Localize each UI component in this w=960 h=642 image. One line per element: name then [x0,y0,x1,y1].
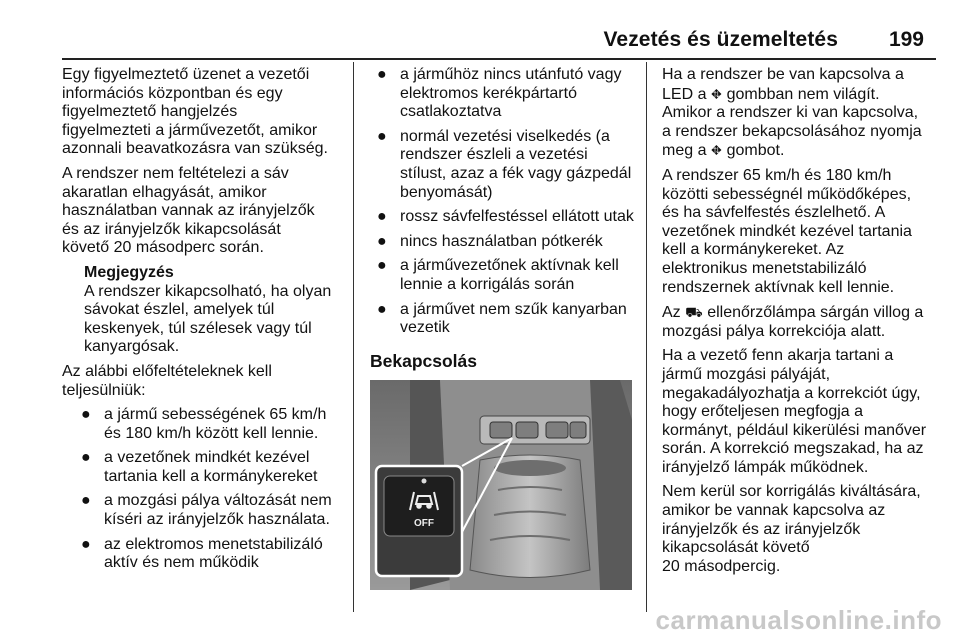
list-item: ● normál vezetési viselkedés (a rendszer észleli a vezetési stílust, azaz a fék vagy gázpedál benyomását) [377,127,632,201]
list-item: ● a járműhöz nincs utánfutó vagy elektromos kerékpártartó csatlakoztatva [377,66,622,121]
center-console-illustration [370,380,632,590]
list-item: ● a járművet nem szűk kanyarban vezetik [377,300,627,337]
list-item: ● rossz sávfelfestéssel ellátott utak [377,208,634,226]
watermark: carmanualsonline.info [655,605,942,635]
list-item: ● a vezetőnek mindkét kezével tartania kell a kormánykereket [81,449,318,485]
bullet-icon: ● [81,406,91,424]
page-number: 199 [888,28,924,51]
column-divider-2 [646,62,647,612]
bullet-list [370,66,644,338]
bullet-icon: ● [377,300,387,318]
lane-keep-button-icon: ⛖ [710,142,723,159]
list-item: ● a jármű sebességének 65 km/h és 180 km/h között kell lennie. [81,406,327,442]
list-item: ● az elektromos menetstabilizáló aktív és nem működik [81,535,323,572]
paragraph: Az ⛟ ellenőrzőlámpa sárgán villog a mozgási pálya korrekciója alatt. [662,304,924,340]
paragraph: Ha a rendszer be van kapcsolva a LED a ⛖ gombban nem világít. Amikor a rendszer ki van kapcsolva, a rendszer bekapcsolásához nyomja meg a ⛖ gombot. [662,66,922,160]
bullet-list [68,406,360,573]
bullet-icon: ● [81,449,91,467]
section-title: Vezetés és üzemeltetés [603,28,838,51]
note-body: A rendszer kikapcsolható, ha olyan sávokat észlel, amelyek túl keskenyek, túl szélesek vagy túl kanyargósak. [84,282,332,356]
header-rule [62,58,936,60]
list-item: ● a mozgási pálya változását nem kíséri az irányjelzők használata. [81,492,332,529]
column-3 [662,66,942,582]
list-item: ● nincs használatban pótkerék [377,232,603,250]
bullet-icon: ● [377,208,387,226]
off-label: OFF [414,518,434,530]
section-heading: Bekapcsolás [370,350,478,371]
column-1 [62,66,360,579]
note-title: Megjegyzés [84,263,174,281]
paragraph: Egy figyelmeztető üzenet a vezetői információs központban és egy figyelmeztető hangjelzés figyelmezteti a járművezetőt, amikor azonnali beavatkozásra van szükség. [62,66,328,158]
column-2 [370,66,644,596]
paragraph: Ha a vezető fenn akarja tartani a jármű mozgási pályáját, megakadályozhatja a korrekciót úgy, hogy erőteljesen megfogja a kormányt, például kikerülési manőver során. A korrekció megszakad, ha az irányjelző lámpák működnek. [662,347,927,476]
bullet-icon: ● [81,535,91,553]
paragraph: A rendszer 65 km/h és 180 km/h közötti sebességnél működőképes, és ha sávfelfestés észlelhető. A vezetőnek mindkét kezével tartania kell a kormánykereket. Az elektronikus menetstabilizáló rendszernek aktívnak kell lennie. [662,166,912,296]
note-box [84,264,360,357]
bullet-icon: ● [377,66,387,83]
lane-keep-button-icon: ⛖ [710,85,723,102]
bullet-icon: ● [377,257,387,275]
paragraph: Nem kerül sor korrigálás kiváltására, amikor be vannak kapcsolva az irányjelzők és az irányjelzők kikapcsolását követő 20 másodpercig. [662,483,921,575]
list-item: ● a járművezetőnek aktívnak kell lennie a korrigálás során [377,257,619,293]
paragraph: A rendszer nem feltételezi a sáv akaratlan elhagyását, amikor használatban vannak az irányjelzők és az irányjelzők kikapcsolását követő 20 másodperc során. [62,164,315,257]
bullet-icon: ● [81,492,91,510]
paragraph: Az alábbi előfeltételeknek kell teljesülniük: [62,362,272,399]
lane-keep-lamp-icon: ⛟ [685,304,703,321]
bullet-icon: ● [377,232,387,250]
bullet-icon: ● [377,127,387,145]
